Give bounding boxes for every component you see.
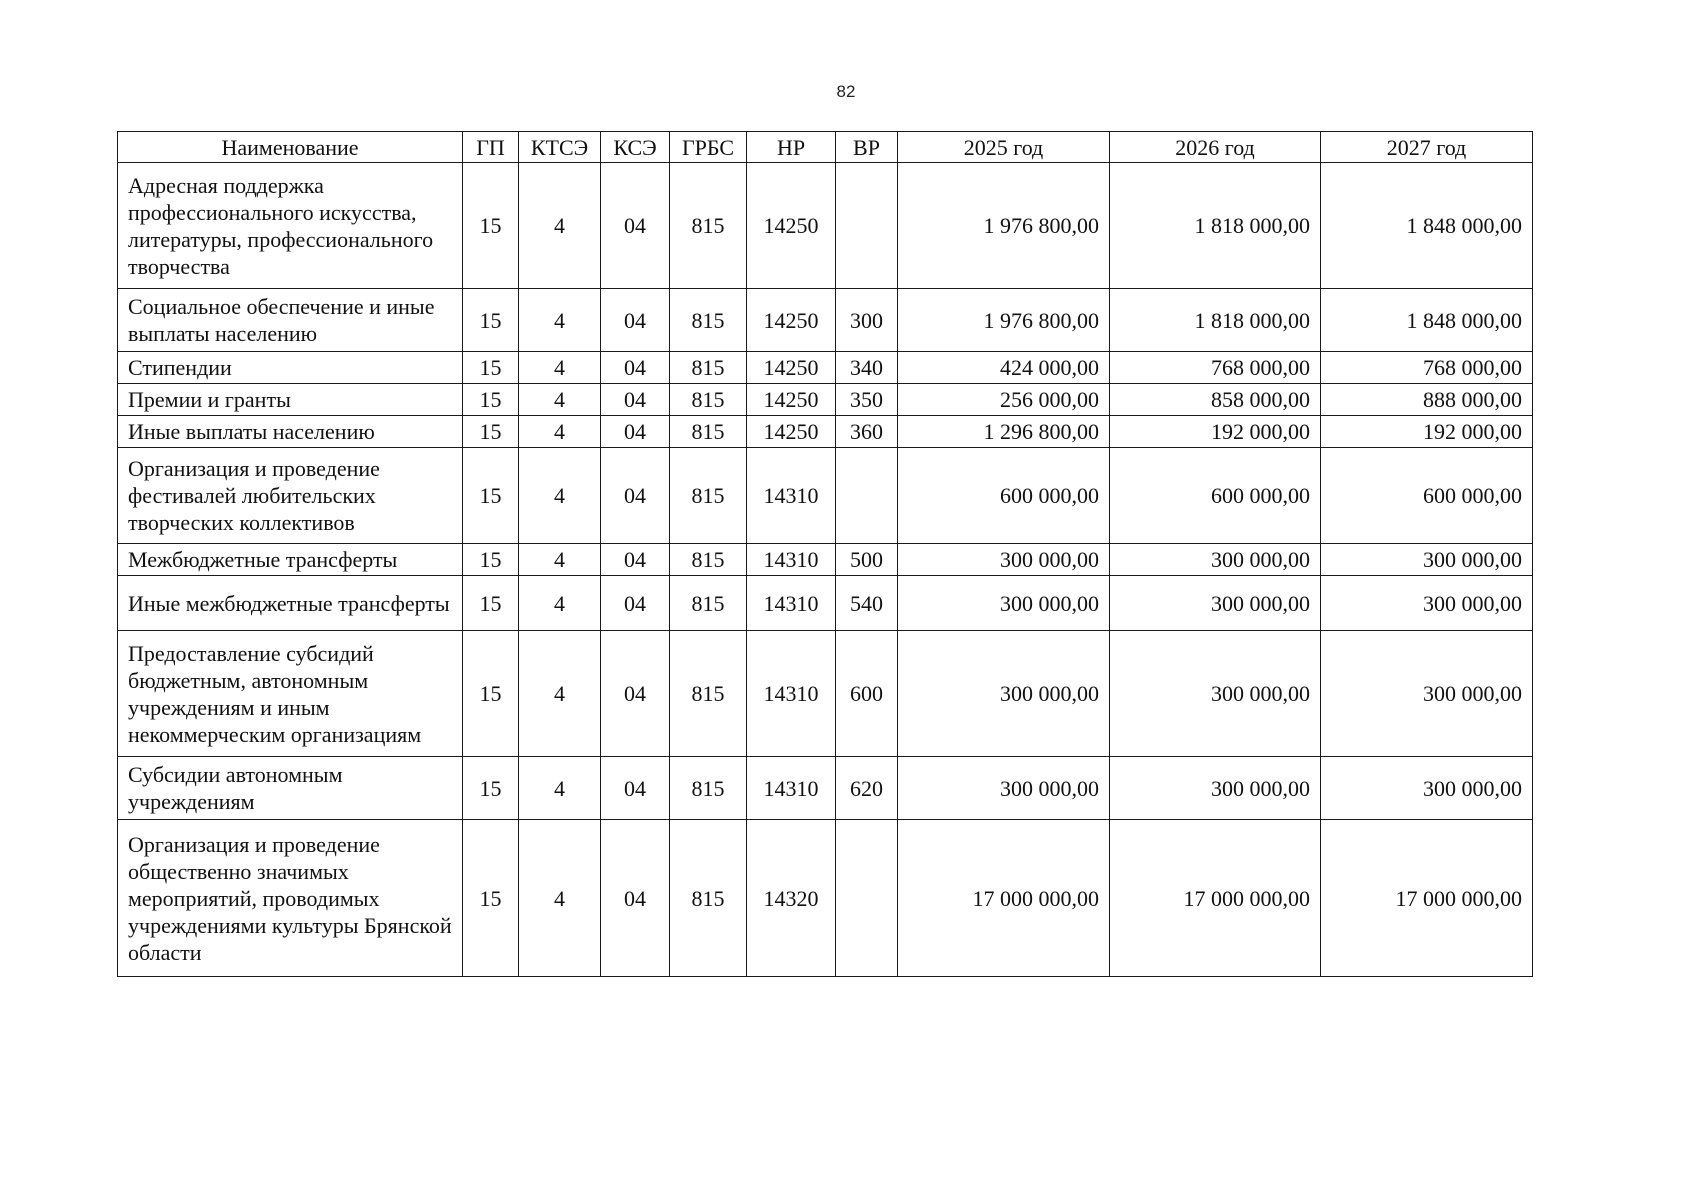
ktse-cell: 4 [519,384,601,416]
gp-cell: 15 [463,820,519,977]
table-row [118,163,1533,289]
header-gp: ГП [463,132,519,163]
row-name-cell: Стипендии [118,352,463,384]
ktse-cell: 4 [519,289,601,352]
amount-2025-cell: 1 296 800,00 [898,416,1110,448]
table-row [118,448,1533,544]
row-name-cell: Межбюджетные трансферты [118,544,463,576]
grbs-cell: 815 [670,544,747,576]
grbs-cell: 815 [670,384,747,416]
header-name: Наименование [118,132,463,163]
gp-cell: 15 [463,757,519,820]
amount-2027-cell: 600 000,00 [1321,448,1533,544]
ktse-cell: 4 [519,352,601,384]
amount-2027-cell: 1 848 000,00 [1321,163,1533,289]
budget-table [117,131,1533,977]
ktse-cell: 4 [519,820,601,977]
kse-cell: 04 [601,820,670,977]
amount-2025-cell: 256 000,00 [898,384,1110,416]
amount-2026-cell: 1 818 000,00 [1110,289,1321,352]
header-2027: 2027 год [1321,132,1533,163]
row-name-cell: Иные выплаты населению [118,416,463,448]
amount-2027-cell: 300 000,00 [1321,757,1533,820]
table-row [118,289,1533,352]
vr-cell: 540 [836,576,898,631]
nr-cell: 14250 [747,384,836,416]
kse-cell: 04 [601,384,670,416]
kse-cell: 04 [601,757,670,820]
table-row [118,631,1533,757]
table-row [118,416,1533,448]
amount-2025-cell: 17 000 000,00 [898,820,1110,977]
amount-2026-cell: 17 000 000,00 [1110,820,1321,977]
kse-cell: 04 [601,289,670,352]
grbs-cell: 815 [670,631,747,757]
grbs-cell: 815 [670,576,747,631]
amount-2027-cell: 300 000,00 [1321,576,1533,631]
amount-2025-cell: 424 000,00 [898,352,1110,384]
header-grbs: ГРБС [670,132,747,163]
vr-cell: 360 [836,416,898,448]
nr-cell: 14310 [747,544,836,576]
vr-cell [836,163,898,289]
header-row [118,132,1533,163]
grbs-cell: 815 [670,352,747,384]
row-name-cell: Субсидии автономным учреждениям [118,757,463,820]
gp-cell: 15 [463,352,519,384]
gp-cell: 15 [463,448,519,544]
page-number: 82 [836,82,856,101]
vr-cell: 300 [836,289,898,352]
vr-cell [836,448,898,544]
row-name-cell: Иные межбюджетные трансферты [118,576,463,631]
row-name-cell: Адресная поддержка профессионального искусства, литературы, профессионального творчества [118,163,463,289]
header-2025: 2025 год [898,132,1110,163]
grbs-cell: 815 [670,757,747,820]
kse-cell: 04 [601,163,670,289]
kse-cell: 04 [601,576,670,631]
nr-cell: 14320 [747,820,836,977]
nr-cell: 14250 [747,289,836,352]
nr-cell: 14250 [747,163,836,289]
kse-cell: 04 [601,448,670,544]
grbs-cell: 815 [670,289,747,352]
nr-cell: 14250 [747,352,836,384]
table-row [118,820,1533,977]
amount-2025-cell: 300 000,00 [898,757,1110,820]
kse-cell: 04 [601,416,670,448]
amount-2026-cell: 300 000,00 [1110,631,1321,757]
amount-2026-cell: 192 000,00 [1110,416,1321,448]
vr-cell: 600 [836,631,898,757]
header-nr: НР [747,132,836,163]
amount-2026-cell: 300 000,00 [1110,576,1321,631]
gp-cell: 15 [463,163,519,289]
header-vr: ВР [836,132,898,163]
table-row [118,384,1533,416]
ktse-cell: 4 [519,576,601,631]
amount-2027-cell: 1 848 000,00 [1321,289,1533,352]
amount-2025-cell: 300 000,00 [898,544,1110,576]
ktse-cell: 4 [519,163,601,289]
row-name-cell: Премии и гранты [118,384,463,416]
nr-cell: 14310 [747,576,836,631]
amount-2025-cell: 1 976 800,00 [898,289,1110,352]
amount-2027-cell: 300 000,00 [1321,544,1533,576]
table-row [118,576,1533,631]
grbs-cell: 815 [670,416,747,448]
table-row [118,757,1533,820]
ktse-cell: 4 [519,416,601,448]
nr-cell: 14310 [747,631,836,757]
gp-cell: 15 [463,631,519,757]
amount-2027-cell: 888 000,00 [1321,384,1533,416]
amount-2025-cell: 600 000,00 [898,448,1110,544]
header-kse: КСЭ [601,132,670,163]
amount-2027-cell: 768 000,00 [1321,352,1533,384]
header-2026: 2026 год [1110,132,1321,163]
table-row [118,352,1533,384]
amount-2025-cell: 300 000,00 [898,631,1110,757]
amount-2026-cell: 1 818 000,00 [1110,163,1321,289]
amount-2026-cell: 858 000,00 [1110,384,1321,416]
amount-2025-cell: 1 976 800,00 [898,163,1110,289]
grbs-cell: 815 [670,820,747,977]
vr-cell: 500 [836,544,898,576]
header-ktse: КТСЭ [519,132,601,163]
row-name-cell: Организация и проведение общественно значимых мероприятий, проводимых учреждениями культуры Брянской области [118,820,463,977]
gp-cell: 15 [463,544,519,576]
amount-2025-cell: 300 000,00 [898,576,1110,631]
gp-cell: 15 [463,289,519,352]
ktse-cell: 4 [519,544,601,576]
ktse-cell: 4 [519,631,601,757]
row-name-cell: Социальное обеспечение и иные выплаты населению [118,289,463,352]
ktse-cell: 4 [519,757,601,820]
nr-cell: 14310 [747,757,836,820]
kse-cell: 04 [601,631,670,757]
kse-cell: 04 [601,352,670,384]
kse-cell: 04 [601,544,670,576]
vr-cell: 350 [836,384,898,416]
amount-2026-cell: 600 000,00 [1110,448,1321,544]
amount-2027-cell: 17 000 000,00 [1321,820,1533,977]
vr-cell: 340 [836,352,898,384]
ktse-cell: 4 [519,448,601,544]
row-name-cell: Организация и проведение фестивалей любительских творческих коллективов [118,448,463,544]
gp-cell: 15 [463,384,519,416]
amount-2027-cell: 192 000,00 [1321,416,1533,448]
nr-cell: 14310 [747,448,836,544]
gp-cell: 15 [463,416,519,448]
grbs-cell: 815 [670,448,747,544]
table-row [118,544,1533,576]
amount-2026-cell: 300 000,00 [1110,757,1321,820]
nr-cell: 14250 [747,416,836,448]
amount-2027-cell: 300 000,00 [1321,631,1533,757]
row-name-cell: Предоставление субсидий бюджетным, автономным учреждениям и иным некоммерческим организациям [118,631,463,757]
gp-cell: 15 [463,576,519,631]
amount-2026-cell: 768 000,00 [1110,352,1321,384]
amount-2026-cell: 300 000,00 [1110,544,1321,576]
grbs-cell: 815 [670,163,747,289]
vr-cell: 620 [836,757,898,820]
vr-cell [836,820,898,977]
